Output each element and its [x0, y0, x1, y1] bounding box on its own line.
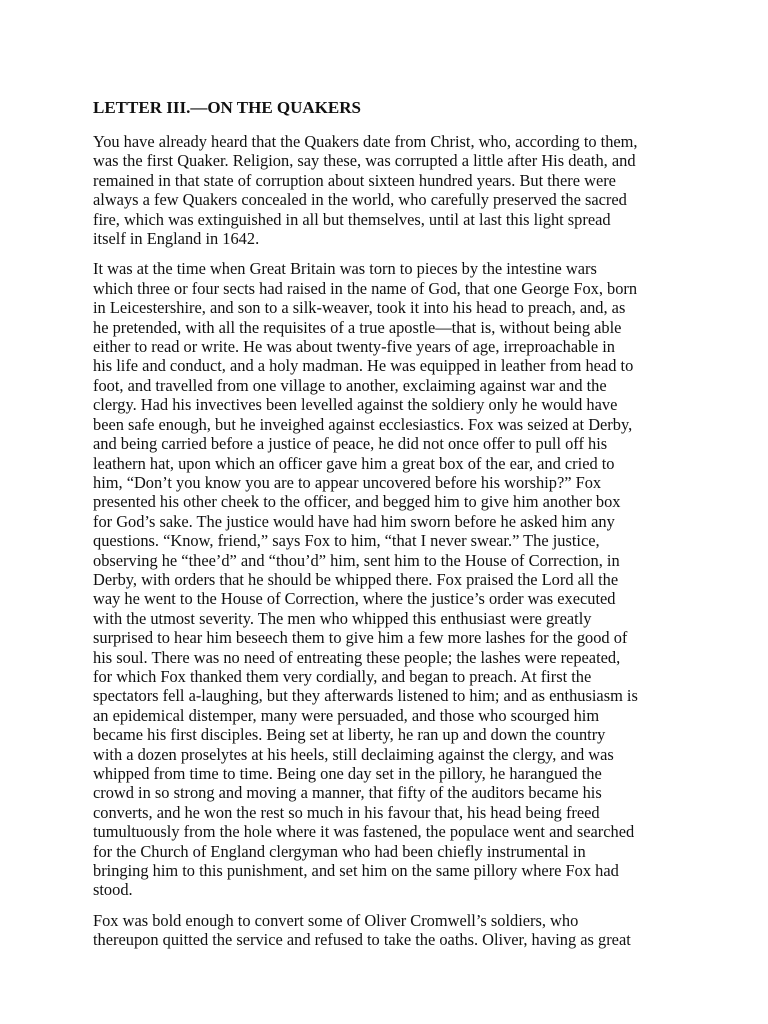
text-line: his life and conduct, and a holy madman. He was equipped in leather from head to: [93, 356, 634, 376]
text-line: his soul. There was no need of entreating these people; the lashes were repeated,: [93, 647, 621, 667]
text-line: presented his other cheek to the officer, and begged him to give him another box: [93, 492, 621, 512]
text-line: crowd in so strong and moving a manner, that fifty of the auditors became his: [93, 783, 602, 803]
text-line: questions. “Know, friend,” says Fox to him, “that I never swear.” The justice,: [93, 531, 600, 551]
text-line: remained in that state of corruption about sixteen hundred years. But there were: [93, 170, 616, 190]
text-line: observing he “thee’d” and “thou’d” him, sent him to the House of Correction, in: [93, 550, 620, 570]
text-line: always a few Quakers concealed in the world, who carefully preserved the sacred: [93, 190, 627, 210]
text-line: an epidemical distemper, many were persuaded, and those who scourged him: [93, 705, 600, 725]
letter-heading: LETTER III.—ON THE QUAKERS: [93, 98, 361, 117]
text-line: with a dozen proselytes at his heels, still declaiming against the clergy, and was: [93, 744, 614, 764]
text-line: Derby, with orders that he should be whipped there. Fox praised the Lord all the: [93, 569, 619, 589]
paragraph-2: [93, 259, 686, 899]
text-line: for the Church of England clergyman who had been chiefly instrumental in: [93, 841, 586, 861]
text-line: foot, and travelled from one village to another, exclaiming against war and the: [93, 375, 607, 395]
text-line: and being carried before a justice of peace, he did not once offer to pull off his: [93, 434, 608, 454]
text-line: he pretended, with all the requisites of a true apostle—that is, without being able: [93, 317, 622, 337]
text-line: in Leicestershire, and son to a silk-weaver, took it into his head to preach, and, as: [93, 298, 626, 318]
text-line: bringing him to this punishment, and set him on the same pillory where Fox had: [93, 861, 619, 881]
text-line: It was at the time when Great Britain was torn to pieces by the intestine wars: [93, 259, 597, 279]
text-line: for which Fox thanked them very cordially, and began to preach. At first the: [93, 666, 592, 686]
text-line: way he went to the House of Correction, where the justice’s order was executed: [93, 589, 616, 609]
text-line: itself in England in 1642.: [93, 229, 260, 249]
text-line: with the utmost severity. The men who whipped this enthusiast were greatly: [93, 608, 592, 628]
text-line: either to read or write. He was about twenty-five years of age, irreproachable in: [93, 337, 615, 357]
text-line: converts, and he won the rest so much in his favour that, his head being freed: [93, 802, 600, 822]
text-line: Fox was bold enough to convert some of Oliver Cromwell’s soldiers, who: [93, 910, 579, 930]
text-line: surprised to hear him beseech them to give him a few more lashes for the good of: [93, 628, 628, 648]
text-line: was the first Quaker. Religion, say these, was corrupted a little after His death, and: [93, 151, 636, 171]
text-line: leathern hat, upon which an officer gave him a great box of the ear, and cried to: [93, 453, 615, 473]
text-line: him, “Don’t you know you are to appear uncovered before his worship?” Fox: [93, 472, 602, 492]
text-line: became his first disciples. Being set at liberty, he ran up and down the country: [93, 725, 606, 745]
text-line: clergy. Had his invectives been levelled against the soldiery only he would have: [93, 395, 618, 415]
text-line: thereupon quitted the service and refused to take the oaths. Oliver, having as great: [93, 930, 631, 950]
paragraph-1: [93, 132, 686, 248]
text-line: for God’s sake. The justice would have had him sworn before he asked him any: [93, 511, 615, 531]
text-line: which three or four sects had raised in the name of God, that one George Fox, born: [93, 278, 638, 298]
text-line: You have already heard that the Quakers date from Christ, who, according to them,: [93, 132, 638, 151]
body-text: [93, 132, 686, 950]
text-line: spectators fell a-laughing, but they afterwards listened to him; and as enthusiasm is: [93, 686, 638, 706]
text-line: whipped from time to time. Being one day set in the pillory, he harangued the: [93, 764, 602, 783]
text-line: been safe enough, but he inveighed against ecclesiastics. Fox was seized at Derby,: [93, 414, 633, 434]
text-line: stood.: [93, 880, 133, 900]
text-line: fire, which was extinguished in all but themselves, until at last this light spread: [93, 209, 611, 229]
paragraph-3: [93, 911, 686, 950]
text-line: tumultuously from the hole where it was fastened, the populace went and searched: [93, 822, 635, 842]
